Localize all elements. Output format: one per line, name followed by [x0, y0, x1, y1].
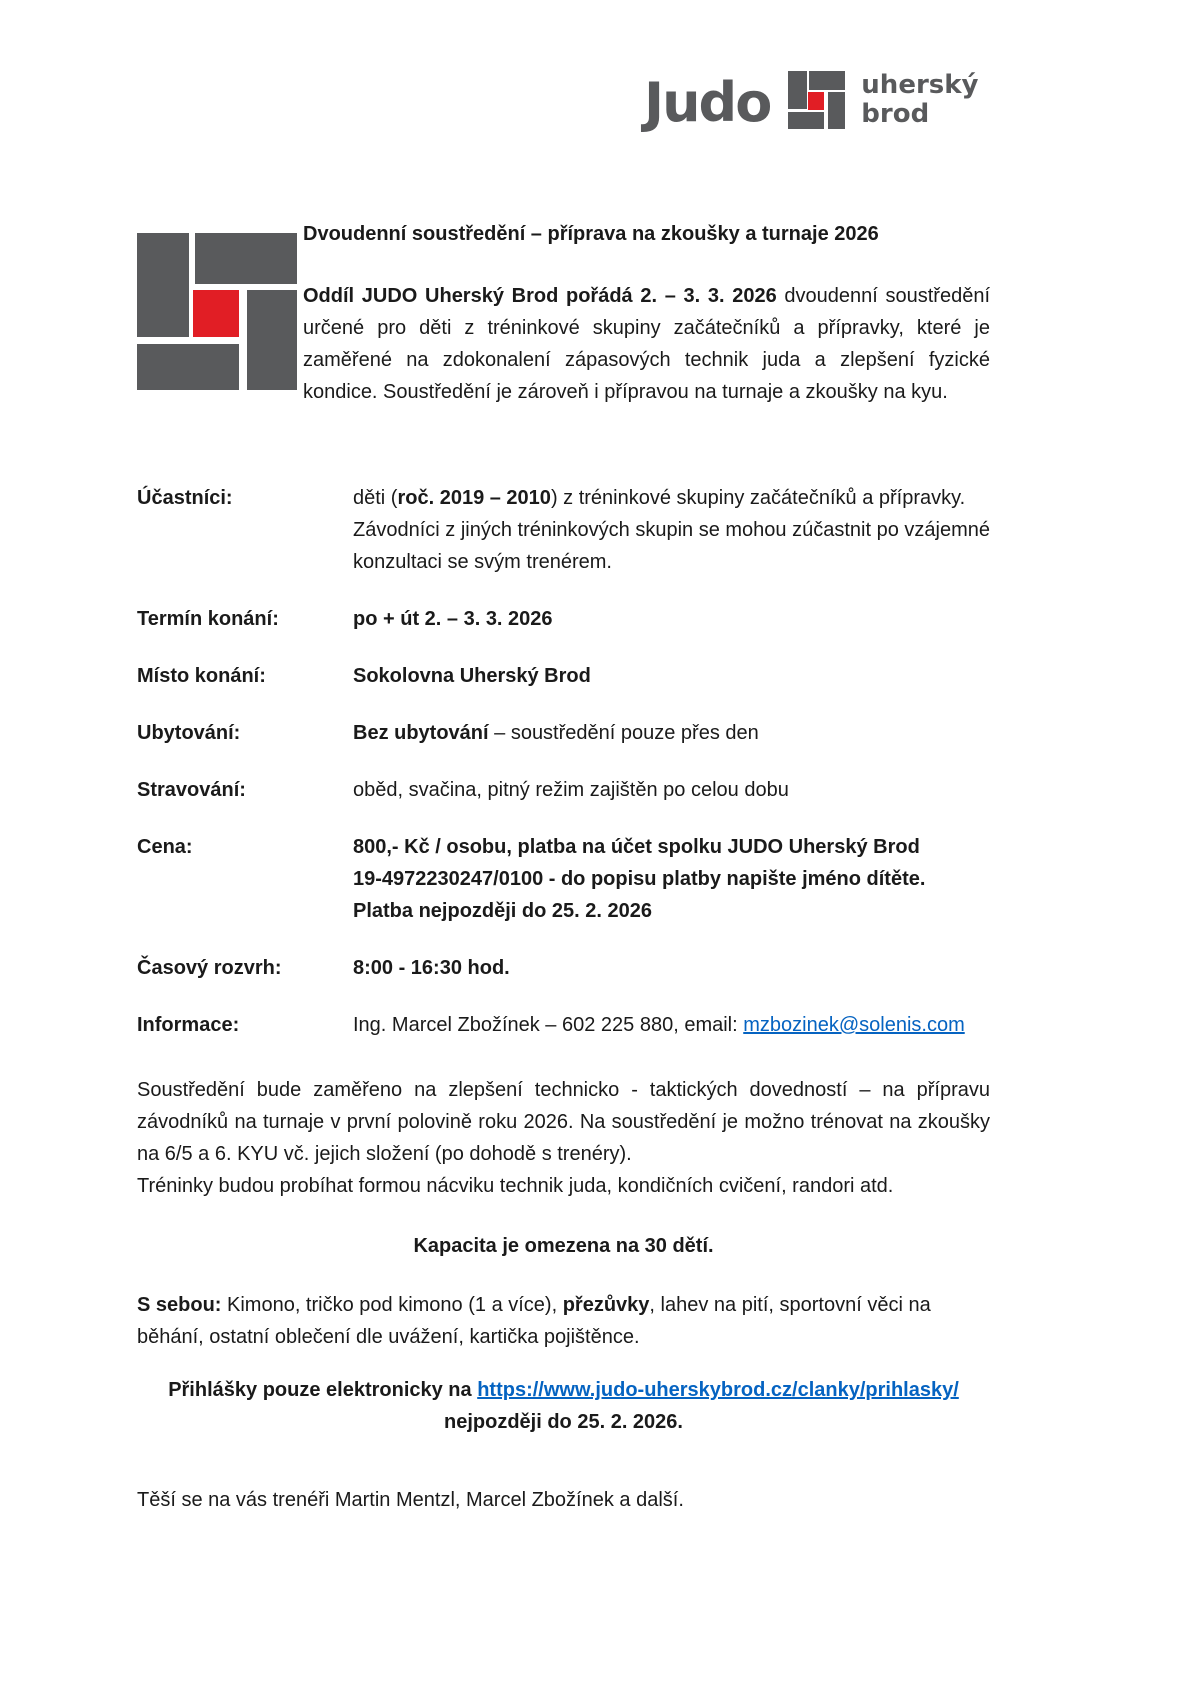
detail-value: [353, 831, 990, 927]
detail-label: Stravování:: [137, 779, 246, 801]
apply-text: Přihlášky pouze elektronicky na: [168, 1379, 478, 1401]
judo-pinwheel-icon-large: [137, 233, 297, 390]
detail-row-date: [137, 603, 990, 635]
detail-value: oběd, svačina, pitný režim zajištěn po celou dobu: [353, 779, 789, 801]
accommodation-rest: – soustředění pouze přes den: [488, 722, 759, 744]
detail-row-price: [137, 831, 990, 927]
bring-text2: , lahev na pití, sportovní věci na běhání, ostatní oblečení dle uvážení, kartička pojištěnce.: [137, 1294, 931, 1348]
detail-value: Sokolovna Uherský Brod: [353, 665, 591, 687]
lead-paragraph-bold: Oddíl JUDO Uherský Brod pořádá 2. – 3. 3. 2026: [303, 285, 777, 307]
training-line: Tréninky budou probíhat formou nácviku technik juda, kondičních cvičení, randori atd.: [137, 1175, 894, 1197]
application-url-link[interactable]: https://www.judo-uherskybrod.cz/clanky/prihlasky/: [477, 1379, 959, 1401]
judo-wordmark: Judo: [644, 71, 771, 134]
price-deadline: Platba nejpozději do 25. 2. 2026: [353, 900, 652, 922]
apply-line: [137, 1374, 990, 1406]
detail-label: Místo konání:: [137, 665, 266, 687]
closing-line: Těší se na vás trenéři Martin Mentzl, Marcel Zbožínek a další.: [137, 1489, 684, 1511]
price-line1: 800,- Kč / osobu, platba na účet spolku JUDO Uherský Brod: [353, 836, 920, 858]
page-title: Dvoudenní soustředění – příprava na zkoušky a turnaje 2026: [303, 223, 879, 245]
detail-label: Cena:: [137, 836, 193, 858]
bring-bold-item: přezůvky: [562, 1294, 650, 1316]
intro-section: [137, 218, 990, 408]
detail-value: 8:00 - 16:30 hod.: [353, 957, 510, 979]
detail-value: po + út 2. – 3. 3. 2026: [353, 608, 553, 630]
detail-value: [353, 717, 990, 749]
detail-value: [353, 482, 990, 578]
header-logo: [644, 70, 979, 134]
focus-section: [137, 1074, 990, 1202]
detail-row-schedule: [137, 952, 990, 984]
detail-row-place: [137, 660, 990, 692]
price-account: 19-4972230247/0100 - do popisu platby napište jméno dítěte.: [353, 868, 926, 890]
intro-text: [303, 218, 990, 408]
lead-paragraph: [303, 280, 990, 408]
bring-label: S sebou:: [137, 1294, 222, 1316]
judo-pinwheel-icon: [788, 71, 845, 129]
brand-city-name: [861, 71, 978, 129]
detail-label: Termín konání:: [137, 608, 279, 630]
contact-text: Ing. Marcel Zbožínek – 602 225 880, email:: [353, 1014, 744, 1036]
focus-paragraph: Soustředění bude zaměřeno na zlepšení technicko - taktických dovedností – na přípravu závodníků na turnaje v první polovině roku 2026. Na soustředění je možno trénovat na zkoušky na 6/5 a 6. KYU vč. jejich složení (po dohodě s trenéry).: [137, 1079, 990, 1165]
detail-row-accommodation: [137, 717, 990, 749]
capacity-note: Kapacita je omezena na 30 dětí.: [413, 1235, 714, 1257]
detail-row-info: [137, 1009, 990, 1041]
detail-label: Účastníci:: [137, 487, 233, 509]
participants-years: roč. 2019 – 2010: [397, 487, 551, 509]
detail-label: Informace:: [137, 1014, 240, 1036]
participants-pre: děti (: [353, 487, 398, 509]
email-link[interactable]: mzbozinek@solenis.com: [743, 1014, 965, 1036]
bring-text1: Kimono, tričko pod kimono (1 a více),: [221, 1294, 563, 1316]
apply-deadline: nejpozději do 25. 2. 2026.: [444, 1411, 683, 1433]
detail-label: Časový rozvrh:: [137, 957, 282, 979]
participants-post: ) z tréninkové skupiny začátečníků a přípravky. Závodníci z jiných tréninkových skupin se mohou zúčastnit po vzájemné konzultaci se svým trenérem.: [353, 487, 990, 573]
lead-paragraph-rest: dvoudenní soustředění určené pro děti z tréninkové skupiny začátečníků a přípravky, které je zaměřené na zdokonalení zápasových technik juda a zlepšení fyzické kondice. Soustředění je zároveň i přípravou na turnaje a zkoušky na kyu.: [303, 285, 991, 403]
detail-row-food: [137, 774, 990, 806]
detail-value: [353, 1009, 990, 1041]
detail-label: Ubytování:: [137, 722, 241, 744]
brand-city-line1: uherský: [861, 70, 979, 100]
brand-city-line2: brod: [861, 99, 930, 129]
bring-paragraph: [137, 1289, 990, 1353]
accommodation-bold: Bez ubytování: [353, 722, 489, 744]
apply-section: [137, 1374, 990, 1438]
detail-row-participants: [137, 482, 990, 578]
details-list: [137, 482, 990, 1066]
